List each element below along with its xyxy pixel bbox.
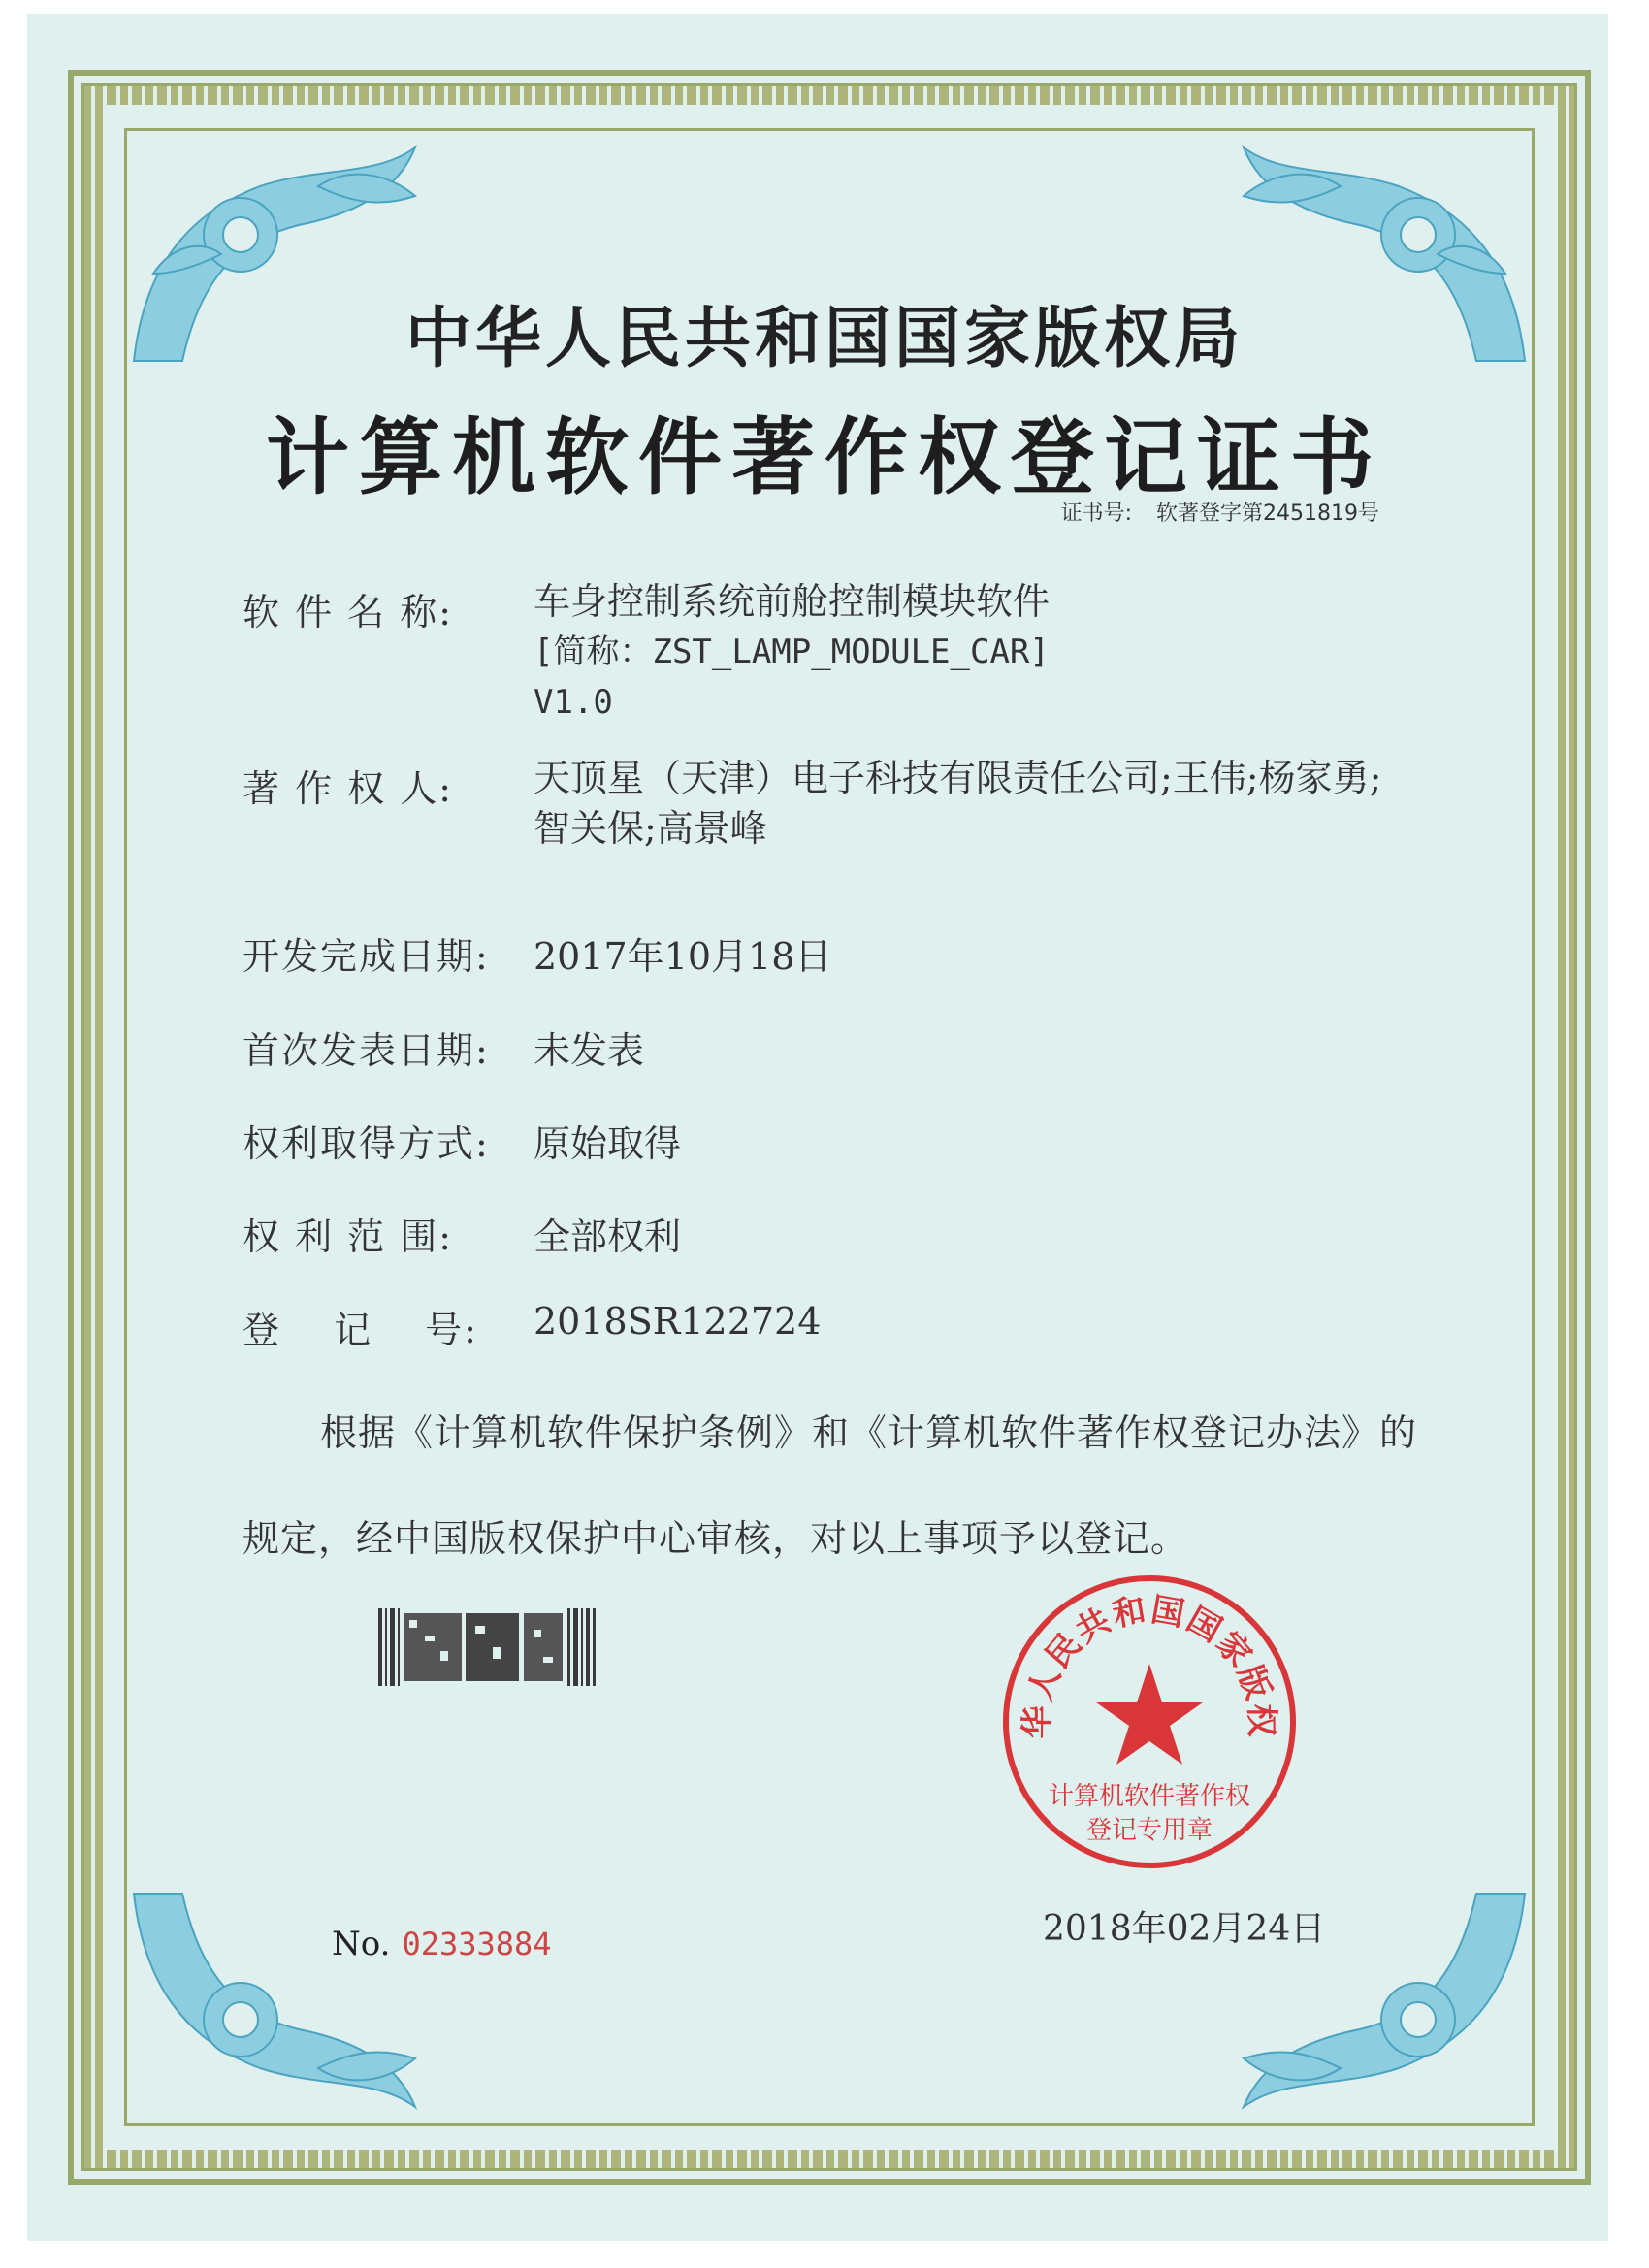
serial-number — [332, 1925, 552, 1963]
field-publish-date — [242, 1021, 645, 1074]
issuing-authority: 中华人民共和国国家版权局 — [404, 300, 1244, 377]
seal-center-line2: 登记专用章 — [1085, 1816, 1213, 1845]
field-acquire-method — [242, 1114, 682, 1167]
field-rights-scope — [242, 1207, 682, 1260]
barcode — [378, 1608, 597, 1686]
field-label: 著 作 权 人: — [242, 767, 454, 810]
seal-ring-text: 华人民共和国国家版权 — [1018, 1590, 1281, 1739]
field-label: 登 记 号: — [242, 1309, 478, 1351]
field-label: 权利取得方式: — [242, 1122, 490, 1165]
statement-line2: 规定，经中国版权保护中心审核，对以上事项予以登记。 — [242, 1517, 1189, 1560]
field-label: 软 件 名 称: — [242, 591, 454, 633]
corner-ornament-bottom-left — [124, 1884, 435, 2126]
field-dev-date — [242, 926, 832, 980]
seal-center-line1: 计算机软件著作权 — [1048, 1782, 1251, 1811]
acquire-method-value: 原始取得 — [534, 1122, 682, 1165]
field-label: 首次发表日期: — [242, 1029, 490, 1072]
certificate-number-label: 证书号: — [1060, 502, 1133, 526]
software-version: V1.0 — [534, 683, 613, 722]
dev-date-value: 2017年10月18日 — [534, 935, 832, 978]
registration-number-value: 2018SR122724 — [534, 1300, 822, 1343]
statement-line1: 根据《计算机软件保护条例》和《计算机软件著作权登记办法》的 — [320, 1411, 1418, 1454]
field-label: 权 利 范 围: — [242, 1215, 454, 1258]
rights-scope-value: 全部权利 — [534, 1215, 682, 1258]
owner-value-line1: 天顶星（天津）电子科技有限责任公司;王伟;杨家勇; — [534, 757, 1382, 799]
certificate-title: 计算机软件著作权登记证书 — [266, 408, 1383, 506]
field-software-name — [242, 580, 1051, 722]
certificate-number — [1044, 497, 1379, 527]
serial-value: 02333884 — [402, 1926, 552, 1962]
field-label: 开发完成日期: — [242, 935, 490, 978]
serial-label: No. — [332, 1925, 391, 1963]
field-copyright-owner — [242, 757, 1382, 850]
official-seal — [999, 1571, 1300, 1872]
software-name-value: 车身控制系统前舱控制模块软件 — [534, 580, 1051, 623]
field-registration-number — [242, 1300, 822, 1353]
publish-date-value: 未发表 — [534, 1029, 645, 1072]
software-short-name: [简称：ZST_LAMP_MODULE_CAR] — [534, 632, 1050, 671]
owner-value-line2: 智关保;高景峰 — [534, 807, 767, 850]
certificate-number-value: 软著登字第2451819号 — [1156, 502, 1379, 526]
issue-date: 2018年02月24日 — [1043, 1909, 1326, 1949]
